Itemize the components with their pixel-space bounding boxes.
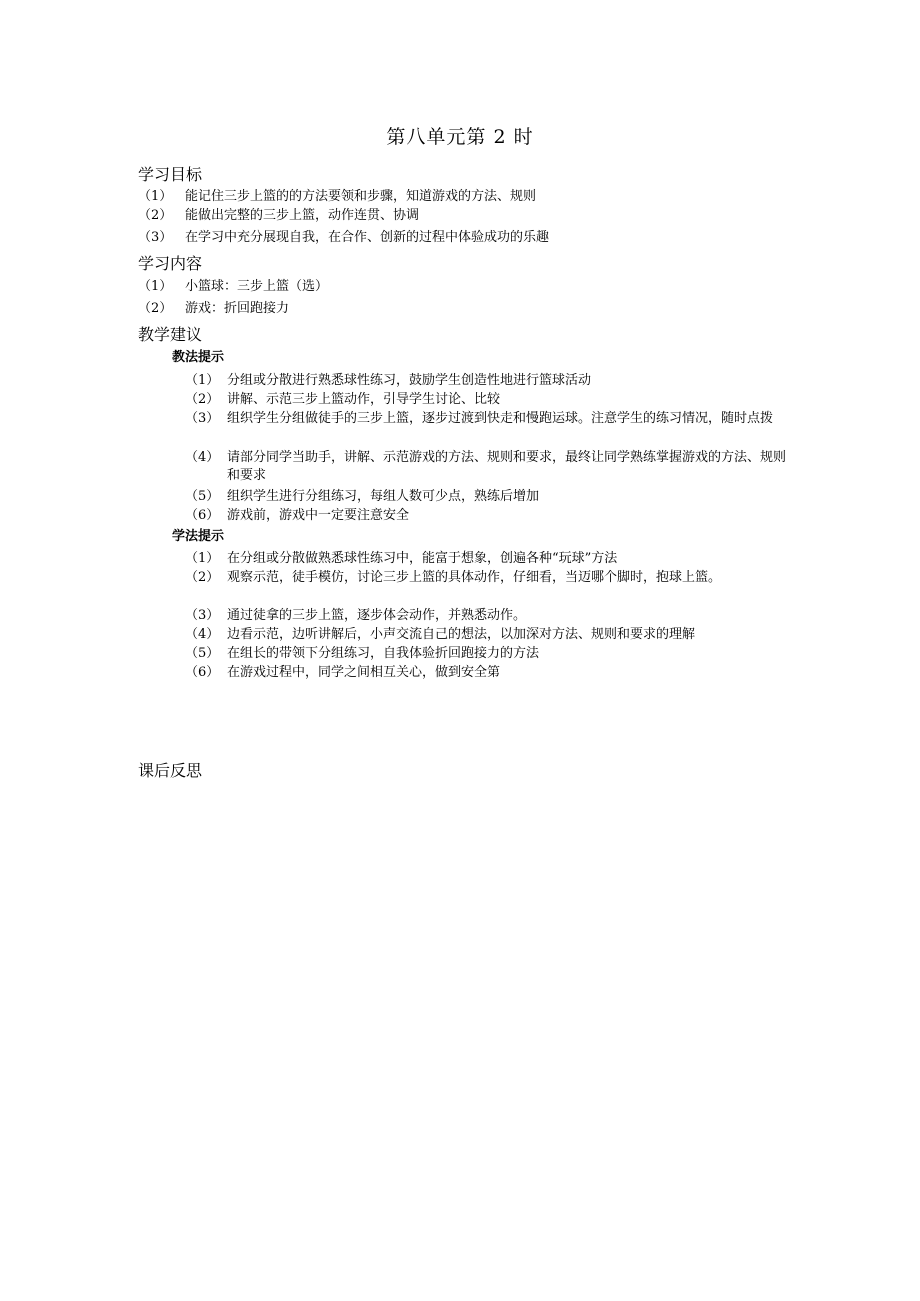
content-heading: 学习内容 [138,254,203,273]
item-number: （2） [138,208,173,223]
item-number: （1） [185,551,220,566]
objective-item [138,188,536,206]
item-text: 分组或分散进行熟悉球性练习，鼓励学生创造性地进行篮球活动 [227,373,592,388]
item-text: 请部分同学当助手，讲解、示范游戏的方法、规则和要求，最终让同学熟练掌握游戏的方法、规则和要求 [227,450,787,483]
learning-tip-item [185,550,795,568]
teaching-tip-item [185,372,795,390]
item-number: （5） [185,489,220,504]
item-text: 在分组或分散做熟悉球性练习中，能富于想象，创遍各种“玩球”方法 [227,551,618,566]
item-number: （1） [138,189,173,204]
item-number: （1） [185,373,220,388]
objective-item [138,229,549,247]
item-number: （1） [138,279,173,294]
page-title: 第八单元第 2 时 [386,126,534,148]
item-number: （3） [185,608,220,623]
teaching-tip-item [185,488,795,506]
item-number: （3） [138,230,173,245]
item-text: 在游戏过程中，同学之间相互关心，做到安全第 [227,665,501,680]
item-text: 在组长的带领下分组练习，自我体验折回跑接力的方法 [227,646,540,661]
item-number: （6） [185,508,220,523]
learning-tip-item [185,645,795,663]
item-number: （3） [185,411,220,426]
item-text: 组织学生进行分组练习，每组人数可少点，熟练后增加 [227,489,540,504]
item-number: （5） [185,646,220,661]
learning-tips-heading: 学法提示 [172,529,225,544]
teaching-tip-item [185,507,795,525]
item-number: （4） [185,627,220,642]
objective-item [138,207,419,225]
item-text: 能记住三步上篮的的方法要领和步骤，知道游戏的方法、规则 [185,189,537,204]
learning-tip-item [185,607,795,625]
content-item [138,300,289,318]
item-text: 通过徒拿的三步上篮，逐步体会动作，并熟悉动作。 [227,608,527,623]
item-number: （2） [185,392,220,407]
learning-tip-item [185,626,795,644]
reflection-heading: 课后反思 [138,761,203,780]
item-text: 观察示范，徒手模仿，讨论三步上篮的具体动作，仔细看，当迈哪个脚时，抱球上篮。 [227,570,722,585]
teaching-tip-item [185,410,795,428]
teaching-tips-heading: 教法提示 [172,350,225,365]
suggestions-heading: 教学建议 [138,325,203,344]
item-text: 在学习中充分展现自我，在合作、创新的过程中体验成功的乐趣 [185,230,550,245]
item-text: 能做出完整的三步上篮，动作连贯、协调 [185,208,420,223]
learning-tip-item [185,569,795,587]
learning-tip-item [185,664,795,682]
item-number: （2） [185,570,220,585]
item-text: 游戏：折回跑接力 [185,301,290,316]
item-number: （4） [185,450,220,465]
item-text: 游戏前，游戏中一定要注意安全 [227,508,410,523]
objectives-heading: 学习目标 [138,165,203,184]
item-number: （2） [138,301,173,316]
item-text: 小篮球：三步上篮（选） [185,279,329,294]
item-text: 讲解、示范三步上篮动作，引导学生讨论、比较 [227,392,501,407]
item-text: 组织学生分组做徒手的三步上篮，逐步过渡到快走和慢跑运球。注意学生的练习情况，随时点拨 [227,411,774,426]
item-text: 边看示范，边听讲解后，小声交流自己的想法，以加深对方法、规则和要求的理解 [227,627,696,642]
content-item [138,278,328,296]
item-number: （6） [185,665,220,680]
teaching-tip-item [185,391,795,409]
teaching-tip-item [185,449,795,485]
